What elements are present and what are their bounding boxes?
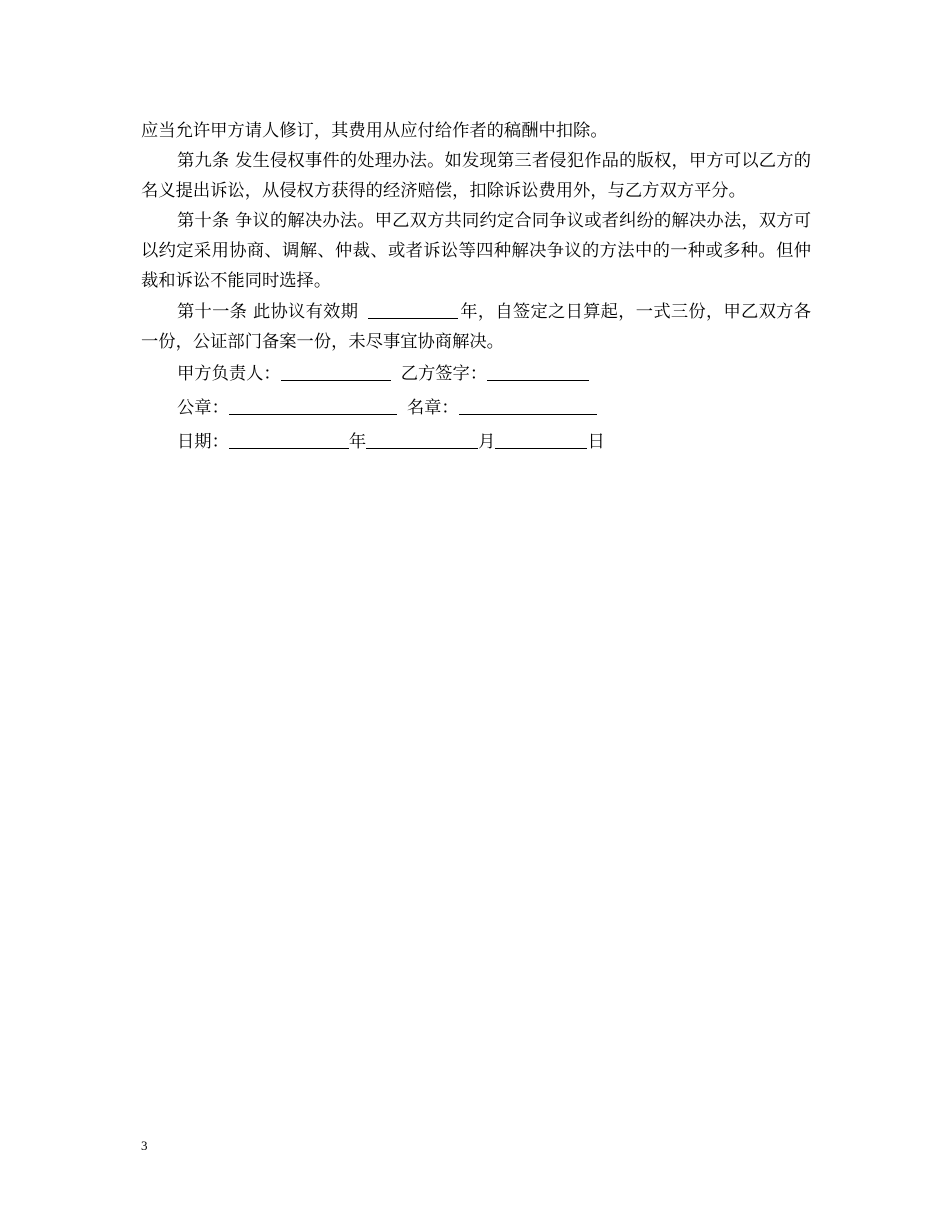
party-a-signature-blank (281, 358, 391, 381)
article-11-text-start: 第十一条 此协议有效期 (177, 302, 365, 322)
official-seal-blank (229, 392, 397, 415)
party-b-signature-blank (487, 358, 589, 381)
day-label: 日 (587, 432, 605, 452)
date-label: 日期： (177, 432, 229, 452)
seal-label: 公章： (177, 398, 229, 418)
paragraph-continuation: 应当允许甲方请人修订，其费用从应付给作者的稿酬中扣除。 (141, 121, 608, 141)
signature-line-parties (141, 357, 811, 391)
day-blank (495, 426, 587, 449)
party-a-label: 甲方负责人： (177, 364, 281, 384)
paragraph-article-9: 第九条 发生侵权事件的处理办法。如发现第三者侵犯作品的版权，甲方可以乙方的名义提出诉讼，从侵权方获得的经济赔偿，扣除诉讼费用外，与乙方双方平分。 (141, 151, 811, 201)
document-body (141, 116, 811, 459)
page-number: 3 (141, 1138, 148, 1153)
month-label: 月 (478, 432, 496, 452)
name-seal-label: 名章： (406, 398, 459, 418)
signature-line-seals (141, 391, 811, 425)
validity-period-blank (368, 296, 458, 319)
paragraph-article-10: 第十条 争议的解决办法。甲乙双方共同约定合同争议或者纠纷的解决办法，双方可以约定采用协商、调解、仲裁、或者诉讼等四种解决争议的方法中的一种或多种。但仲裁和诉讼不能同时选择。 (141, 211, 811, 291)
signature-line-date (141, 425, 811, 459)
year-blank (229, 426, 349, 449)
paragraph-article-11 (141, 296, 811, 357)
party-b-label: 乙方签字： (400, 364, 488, 384)
month-blank (366, 426, 478, 449)
article-11-text-end: 年，自签定之日算起，一式三份，甲乙双方各一份，公证部门备案一份，未尽事宜协商解决。 (141, 302, 811, 352)
year-label: 年 (348, 432, 367, 452)
name-seal-blank (459, 392, 597, 415)
